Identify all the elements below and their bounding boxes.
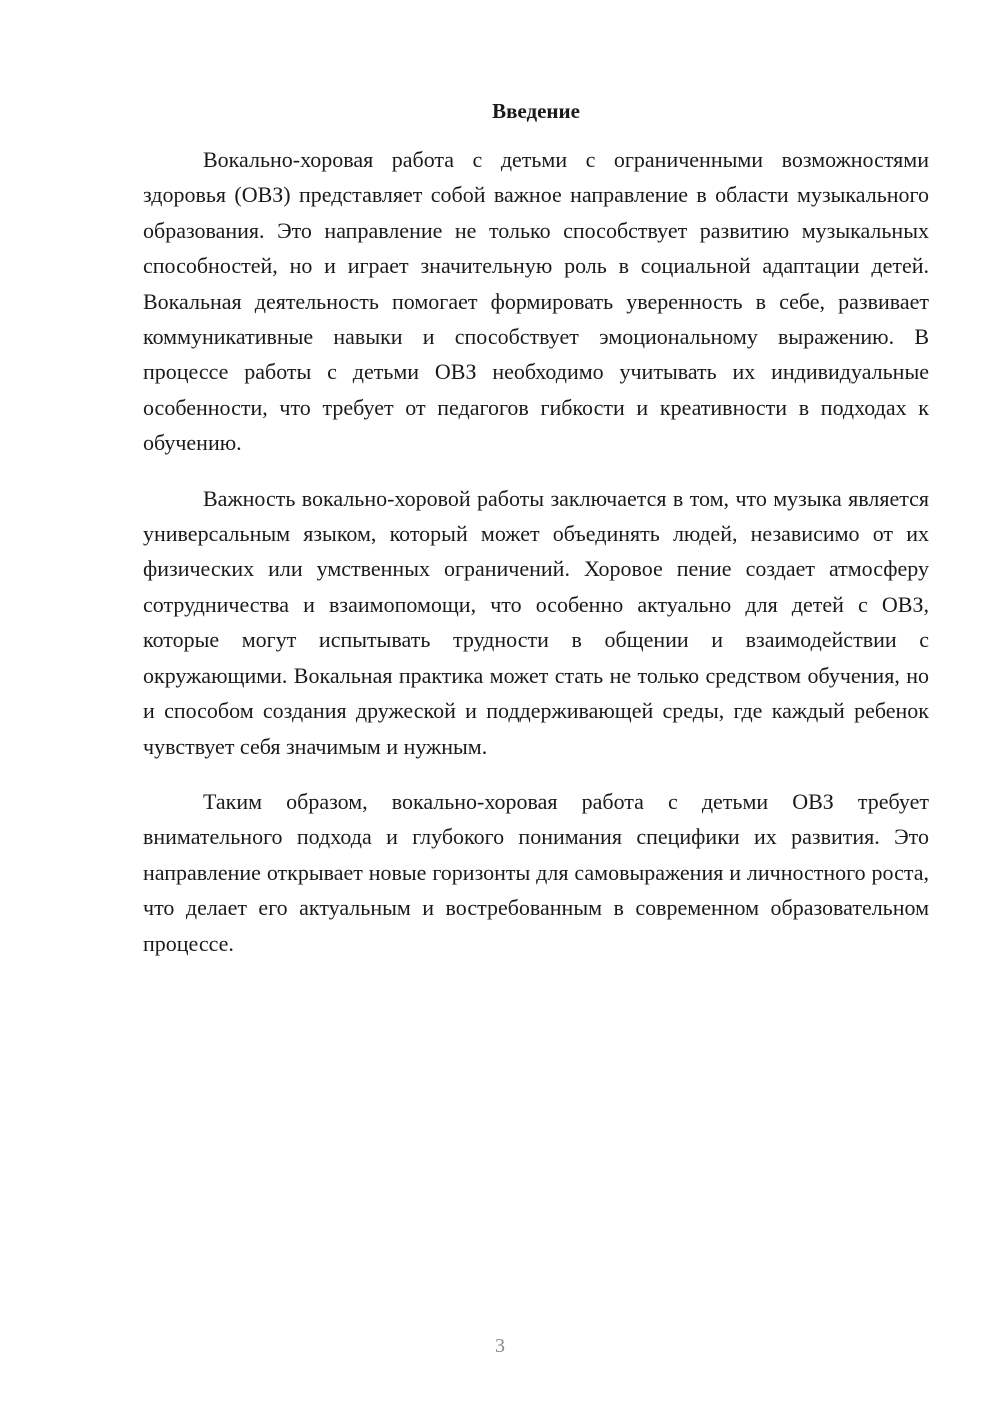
section-heading: Введение <box>492 99 580 123</box>
paragraph-1: Вокально-хоровая работа с детьми с ограниченными возможностями здоровья (ОВЗ) представляет собой важное направление в области музыкального образования. Это направление не только способствует развитию музыкальных способностей, но и играет значительную роль в социальной адаптации детей. Вокальная деятельность помогает формировать уверенность в себе, развивает коммуникативные навыки и способствует эмоциональному выражению. В процессе работы с детьми ОВЗ необходимо учитывать их индивидуальные особенности, что требует от педагогов гибкости и креативности в подходах к обучению. <box>143 147 929 456</box>
paragraph-3: Таким образом, вокально-хоровая работа с детьми ОВЗ требует внимательного подхода и глубокого понимания специфики их развития. Это направление открывает новые горизонты для самовыражения и личностного роста, что делает его актуальным и востребованным в современном образовательном процессе. <box>143 788 929 956</box>
body-text <box>143 142 929 981</box>
paragraph-2: Важность вокально-хоровой работы заключается в том, что музыка является универсальным языком, который может объединять людей, независимо от их физических или умственных ограничений. Хоровое пение создает атмосферу сотрудничества и взаимопомощи, что особенно актуально для детей с ОВЗ, которые могут испытывать трудности в общении и взаимодействии с окружающими. Вокальная практика может стать не только средством обучения, но и способом создания дружеской и поддерживающей среды, где каждый ребенок чувствует себя значимым и нужным. <box>143 485 929 759</box>
page-number: 3 <box>495 1335 505 1357</box>
